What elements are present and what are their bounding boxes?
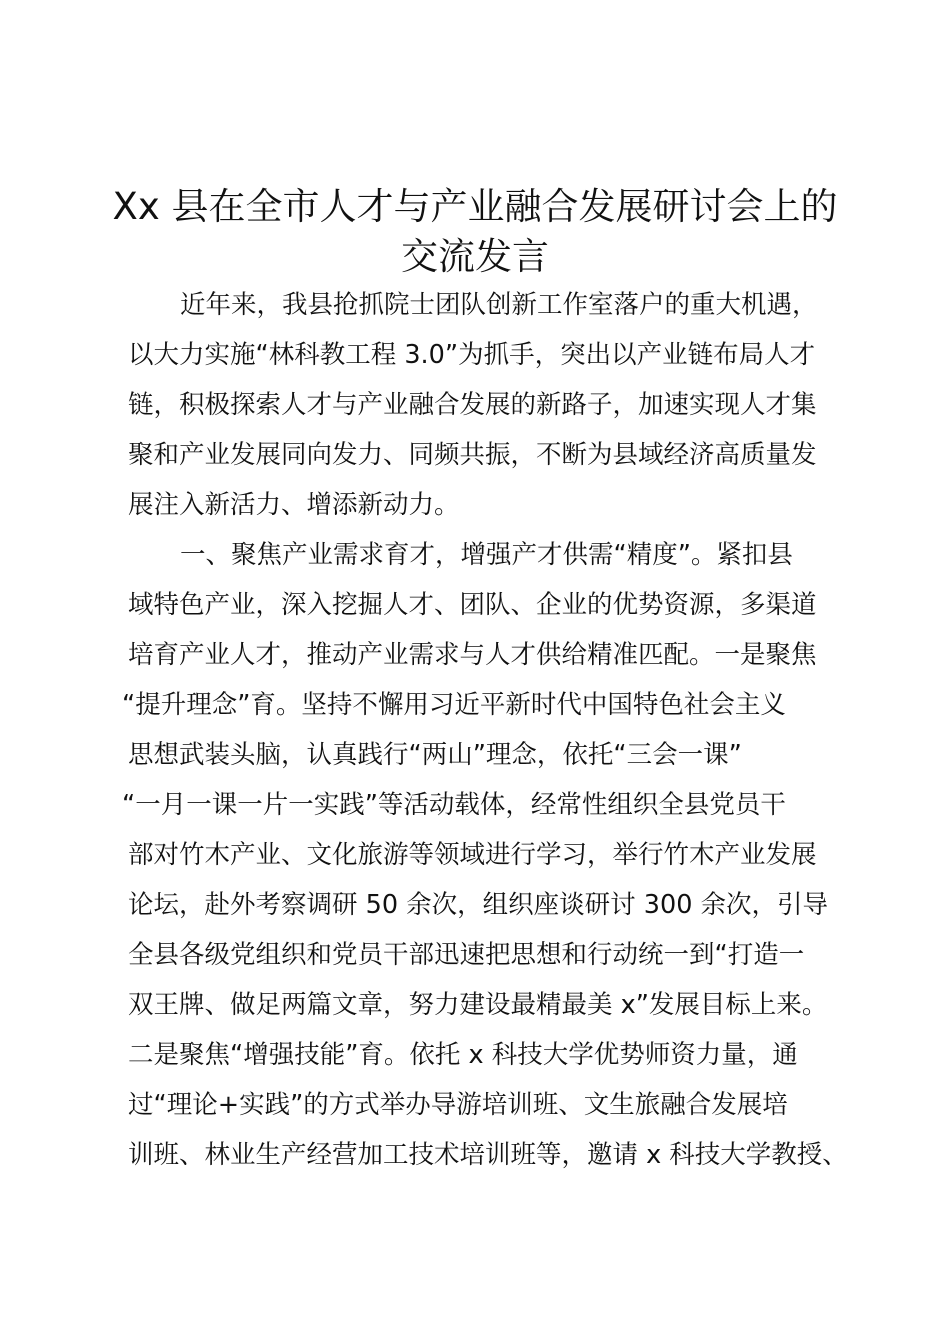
paragraph-line: “一月一课一片一实践”等活动载体，经常性组织全县党员干: [122, 790, 786, 820]
title-line-1: Xx 县在全市人才与产业融合发展研讨会上的: [112, 185, 838, 228]
paragraph-line: 过“理论+实践”的方式举办导游培训班、文生旅融合发展培: [128, 1090, 788, 1120]
paragraph-line: 训班、林业生产经营加工技术培训班等，邀请 x 科技大学教授、: [128, 1140, 848, 1170]
paragraph-line: 思想武装头脑，认真践行“两山”理念，依托“三会一课”: [128, 740, 742, 770]
paragraph-line: 全县各级党组织和党员干部迅速把思想和行动统一到“打造一: [128, 940, 805, 970]
paragraph-line: 部对竹木产业、文化旅游等领域进行学习，举行竹木产业发展: [128, 840, 817, 870]
paragraph-line: 培育产业人才，推动产业需求与人才供给精准匹配。一是聚焦: [128, 640, 817, 670]
paragraph-line: 双王牌、做足两篇文章，努力建设最精最美 x”发展目标上来。: [128, 990, 828, 1020]
document-title: [110, 182, 840, 282]
document-body: [122, 280, 848, 1180]
paragraph-line: 以大力实施“林科教工程 3.0”为抓手，突出以产业链布局人才: [128, 340, 816, 370]
paragraph-line: “提升理念”育。坚持不懈用习近平新时代中国特色社会主义: [122, 690, 786, 720]
paragraph-line: 聚和产业发展同向发力、同频共振，不断为县域经济高质量发: [128, 440, 817, 470]
paragraph-line: 二是聚焦“增强技能”育。依托 x 科技大学优势师资力量，通: [128, 1040, 798, 1070]
paragraph-line: 论坛，赴外考察调研 50 余次，组织座谈研讨 300 余次，引导: [128, 890, 829, 920]
paragraph-line: 域特色产业，深入挖掘人才、团队、企业的优势资源，多渠道: [128, 590, 817, 620]
title-line-2: 交流发言: [401, 235, 549, 278]
paragraph-line: 展注入新活力、增添新动力。: [128, 490, 460, 520]
paragraph-line: 链，积极探索人才与产业融合发展的新路子，加速实现人才集: [128, 390, 817, 420]
paragraph-line: 近年来，我县抢抓院士团队创新工作室落户的重大机遇，: [180, 290, 818, 320]
section-heading-line: 一、聚焦产业需求育才，增强产才供需“精度”。紧扣县: [180, 540, 793, 570]
